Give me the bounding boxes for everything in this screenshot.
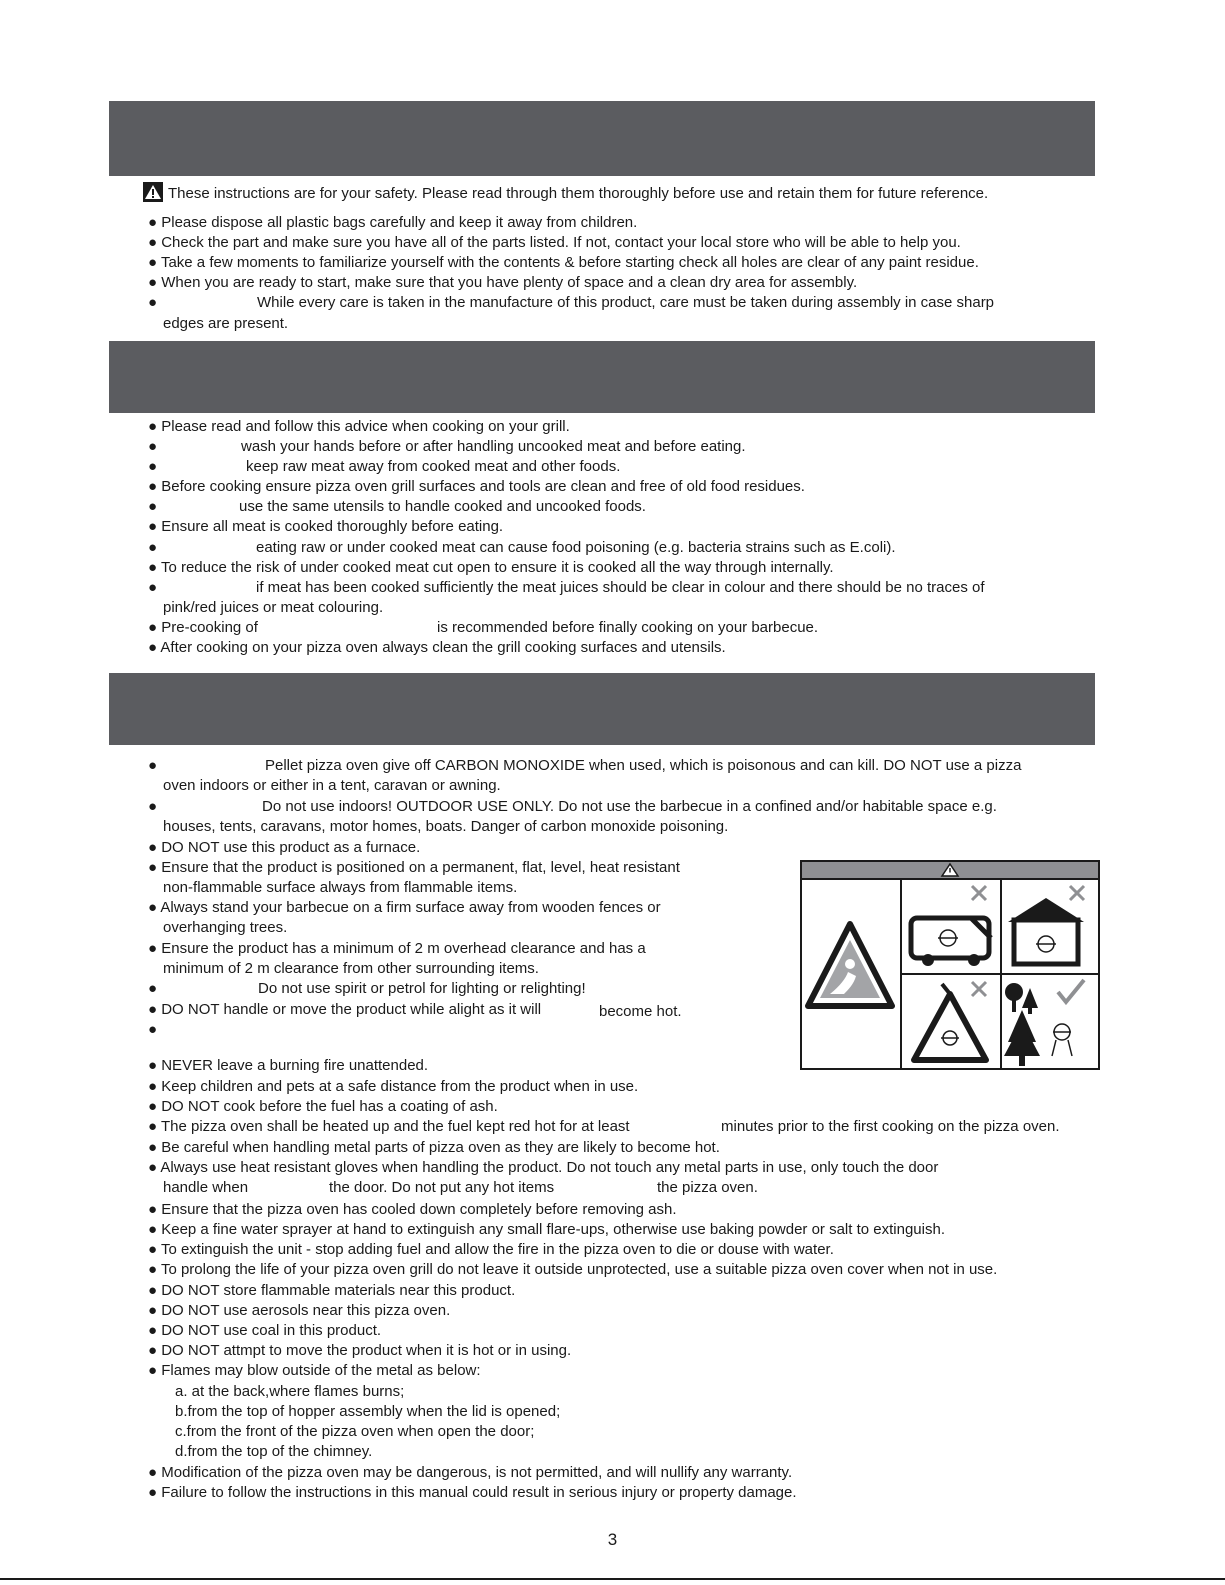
section3-line-11: minimum of 2 m clearance from other surrounding items. [163, 960, 539, 977]
section2-line-1: ● Please read and follow this advice when cooking on your grill. [148, 418, 570, 435]
section3-line-20: ● Always use heat resistant gloves when handling the product. Do not touch any metal parts in use, only touch the door [148, 1159, 939, 1176]
section3-line-2: oven indoors or either in a tent, caravan or awning. [163, 777, 501, 794]
section3-bullet-1: ● [148, 757, 158, 774]
section3-line-30: ● Flames may blow outside of the metal as below: [148, 1362, 481, 1379]
section3-line-7: non-flammable surface always from flammable items. [163, 879, 518, 896]
section3-line-29: ● DO NOT attmpt to move the product when it is hot or in using. [148, 1342, 572, 1359]
section2-line-8: ● To reduce the risk of under cooked meat cut open to ensure it is cooked all the way through internally. [148, 559, 834, 576]
section2-line-7: eating raw or under cooked meat can cause food poisoning (e.g. bacteria strains such as E.coli). [256, 539, 896, 556]
section2-line-12: ● After cooking on your pizza oven always clean the grill cooking surfaces and utensils. [148, 639, 726, 656]
section3-line-13a: ● DO NOT handle or move the product while alight as it will [148, 1001, 542, 1018]
safety-intro: These instructions are for your safety. Please read through them thoroughly before use and retain them for future reference. [168, 185, 989, 202]
section2-bullet-2: ● [148, 438, 158, 455]
section3-line-31: a. at the back,where flames burns; [175, 1383, 405, 1400]
section2-bullet-3: ● [148, 458, 158, 475]
section1-line-1: ● Please dispose all plastic bags carefully and keep it away from children. [148, 214, 638, 231]
section3-line-23: ● Keep a fine water sprayer at hand to extinguish any small flare-ups, otherwise use baking powder or salt to extinguish. [148, 1221, 945, 1238]
section2-bullet-9: ● [148, 579, 158, 596]
section3-bullet-3: ● [148, 798, 158, 815]
section2-line-5: use the same utensils to handle cooked and uncooked foods. [239, 498, 646, 515]
section3-line-32: b.from the top of hopper assembly when the lid is opened; [175, 1403, 561, 1420]
section1-line-6: edges are present. [163, 315, 289, 332]
section3-line-1: Pellet pizza oven give off CARBON MONOXIDE when used, which is poisonous and can kill. DO NOT use a pizza [265, 757, 1022, 774]
section3-line-21c: the pizza oven. [657, 1179, 758, 1196]
section2-line-6: ● Ensure all meat is cooked thoroughly before eating. [148, 518, 504, 535]
section2-line-10: pink/red juices or meat colouring. [163, 599, 384, 616]
section3-line-35: ● Modification of the pizza oven may be dangerous, is not permitted, and will nullify any warranty. [148, 1464, 793, 1481]
section3-line-24: ● To extinguish the unit - stop adding fuel and allow the fire in the pizza oven to die or douse with water. [148, 1241, 834, 1258]
section2-line-4: ● Before cooking ensure pizza oven grill surfaces and tools are clean and free of old food residues. [148, 478, 805, 495]
section3-line-10: ● Ensure the product has a minimum of 2 m overhead clearance and has a [148, 940, 646, 957]
carbon-monoxide-warning-figure [800, 860, 1100, 1070]
section3-line-18b: minutes prior to the first cooking on the pizza oven. [721, 1118, 1060, 1135]
section3-bullet-12: ● [148, 980, 158, 997]
section1-bullet-5: ● [148, 294, 158, 311]
section3-line-27: ● DO NOT use aerosols near this pizza oven. [148, 1302, 451, 1319]
section3-line-33: c.from the front of the pizza oven when open the door; [175, 1423, 535, 1440]
section1-line-2: ● Check the part and make sure you have all of the parts listed. If not, contact your local store who will be able to help you. [148, 234, 961, 251]
section2-line-2: wash your hands before or after handling uncooked meat and before eating. [241, 438, 746, 455]
section3-line-18a: ● The pizza oven shall be heated up and the fuel kept red hot for at least [148, 1118, 630, 1135]
warning-triangle-icon [143, 182, 163, 202]
section2-line-11a: ● Pre-cooking of [148, 619, 258, 636]
section1-line-4: ● When you are ready to start, make sure that you have plenty of space and a clean dry area for assembly. [148, 274, 858, 291]
bottom-rule [0, 1578, 1225, 1580]
section2-line-11b: is recommended before finally cooking on your barbecue. [437, 619, 819, 636]
section3-line-26: ● DO NOT store flammable materials near this product. [148, 1282, 516, 1299]
section3-line-4: houses, tents, caravans, motor homes, boats. Danger of carbon monoxide poisoning. [163, 818, 729, 835]
section2-bullet-7: ● [148, 539, 158, 556]
section3-line-5: ● DO NOT use this product as a furnace. [148, 839, 421, 856]
section-header-bar-cooking [109, 341, 1095, 413]
section2-line-9: if meat has been cooked sufficiently the meat juices should be clear in colour and there should be no traces of [256, 579, 985, 596]
section3-line-16: ● Keep children and pets at a safe distance from the product when in use. [148, 1078, 639, 1095]
section3-line-13b: become hot. [599, 1003, 682, 1020]
section1-line-3: ● Take a few moments to familiarize yourself with the contents & before starting check all holes are clear of any paint residue. [148, 254, 979, 271]
section3-line-25: ● To prolong the life of your pizza oven grill do not leave it outside unprotected, use a suitable pizza oven cover when not in use. [148, 1261, 998, 1278]
section3-line-15: ● NEVER leave a burning fire unattended. [148, 1057, 429, 1074]
section3-line-19: ● Be careful when handling metal parts of pizza oven as they are likely to become hot. [148, 1139, 720, 1156]
section3-line-9: overhanging trees. [163, 919, 288, 936]
section3-line-22: ● Ensure that the pizza oven has cooled down completely before removing ash. [148, 1201, 677, 1218]
section3-line-34: d.from the top of the chimney. [175, 1443, 373, 1460]
section3-line-12: Do not use spirit or petrol for lighting or relighting! [258, 980, 586, 997]
page-number: 3 [607, 1530, 618, 1549]
section2-line-3: keep raw meat away from cooked meat and other foods. [246, 458, 621, 475]
section-header-bar-warnings [109, 673, 1095, 745]
section-header-bar-safety [109, 101, 1095, 176]
section2-bullet-5: ● [148, 498, 158, 515]
section3-line-21b: the door. Do not put any hot items [329, 1179, 555, 1196]
section3-line-8: ● Always stand your barbecue on a firm surface away from wooden fences or [148, 899, 661, 916]
section3-line-3: Do not use indoors! OUTDOOR USE ONLY. Do not use the barbecue in a confined and/or habitable space e.g. [262, 798, 997, 815]
section3-line-17: ● DO NOT cook before the fuel has a coating of ash. [148, 1098, 498, 1115]
section3-line-21a: handle when [163, 1179, 249, 1196]
section3-line-28: ● DO NOT use coal in this product. [148, 1322, 382, 1339]
section3-bullet-14: ● [148, 1021, 158, 1038]
section3-line-6: ● Ensure that the product is positioned on a permanent, flat, level, heat resistant [148, 859, 680, 876]
section1-line-5: While every care is taken in the manufacture of this product, care must be taken during assembly in case sharp [257, 294, 995, 311]
section3-line-36: ● Failure to follow the instructions in this manual could result in serious injury or property damage. [148, 1484, 797, 1501]
